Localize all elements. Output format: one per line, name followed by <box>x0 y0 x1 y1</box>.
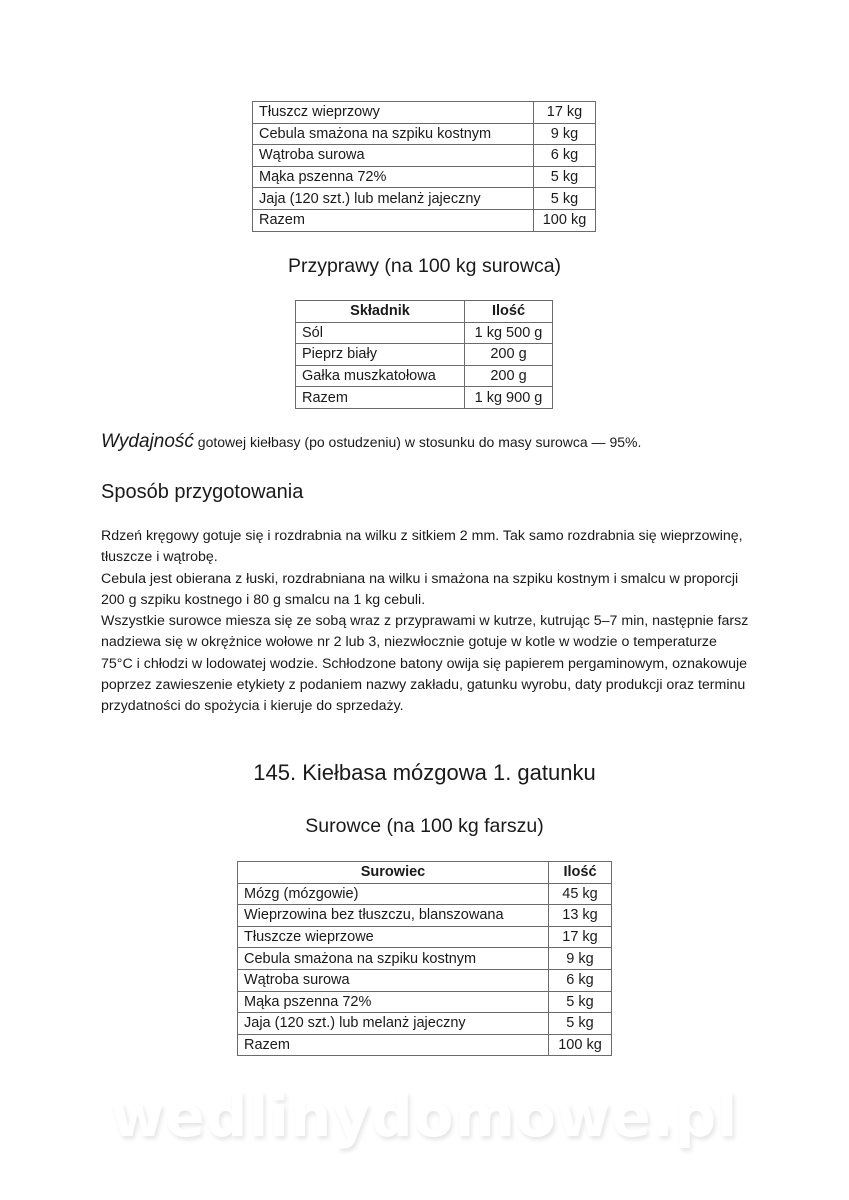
ingredient-qty: 45 kg <box>549 883 612 905</box>
ingredient-name: Mąka pszenna 72% <box>238 991 549 1013</box>
ingredient-qty: 17 kg <box>534 102 596 124</box>
column-header-ingredient: Składnik <box>296 301 465 323</box>
total-label: Razem <box>238 1034 549 1056</box>
ingredient-name: Wątroba surowa <box>238 969 549 991</box>
table-row <box>238 1013 612 1035</box>
spice-name: Pieprz biały <box>296 344 465 366</box>
total-label: Razem <box>296 387 465 409</box>
recipe-title: 145. Kiełbasa mózgowa 1. gatunku <box>253 760 596 785</box>
table-row <box>238 905 612 927</box>
total-qty: 100 kg <box>549 1034 612 1056</box>
table-total-row <box>238 1034 612 1056</box>
spice-name: Gałka muszkatołowa <box>296 365 465 387</box>
ingredient-qty: 5 kg <box>549 991 612 1013</box>
ingredient-name: Wątroba surowa <box>253 145 534 167</box>
table-row <box>296 322 553 344</box>
table-row <box>253 145 596 167</box>
ingredient-qty: 6 kg <box>549 969 612 991</box>
ingredients-table <box>237 861 612 1056</box>
ingredient-name: Tłuszcz wieprzowy <box>253 102 534 124</box>
table-row <box>238 969 612 991</box>
table-total-row <box>296 387 553 409</box>
table-header-row <box>296 301 553 323</box>
table-row <box>296 344 553 366</box>
column-header-quantity: Ilość <box>549 862 612 884</box>
spice-qty: 200 g <box>465 344 553 366</box>
table-total-row <box>253 209 596 231</box>
total-qty: 100 kg <box>534 209 596 231</box>
preparation-paragraph: Rdzeń kręgowy gotuje się i rozdrabnia na wilku z sitkiem 2 mm. Tak samo rozdrabnia się wieprzowinę, tłuszcze i wątrobę. <box>101 528 743 566</box>
spice-name: Sól <box>296 322 465 344</box>
spice-qty: 200 g <box>465 365 553 387</box>
column-header-ingredient: Surowiec <box>238 862 549 884</box>
column-header-quantity: Ilość <box>465 301 553 323</box>
preparation-paragraph: Wszystkie surowce miesza się ze sobą wraz z przyprawami w kutrze, kutrując 5–7 min, następnie farsz nadziewa się w okrężnice wołowe nr 2 lub 3, niezwłocznie gotuje w kotle w wodzie o temperaturze 75°C i chłodzi w lodowatej wodzie. Schłodzone batony owija się papierem pergaminowym, oznakowuje poprzez zawieszenie etykiety z podaniem nazwy zakładu, gatunku wyrobu, daty produkcji oraz terminu przydatności do spożycia i kieruje do sprzedaży. <box>101 613 749 715</box>
ingredient-qty: 5 kg <box>534 166 596 188</box>
preparation-heading: Sposób przygotowania <box>101 481 304 503</box>
table-row <box>296 365 553 387</box>
ingredient-qty: 9 kg <box>534 123 596 145</box>
ingredient-qty: 5 kg <box>549 1013 612 1035</box>
yield-text: gotowej kiełbasy (po ostudzeniu) w stosunku do masy surowca — 95%. <box>193 434 642 450</box>
table-row <box>253 123 596 145</box>
table-row <box>238 926 612 948</box>
ingredient-qty: 17 kg <box>549 926 612 948</box>
ingredient-name: Jaja (120 szt.) lub melanż jajeczny <box>238 1013 549 1035</box>
ingredients-table-continued <box>252 101 596 232</box>
table-row <box>238 883 612 905</box>
ingredient-name: Jaja (120 szt.) lub melanż jajeczny <box>253 188 534 210</box>
ingredient-qty: 9 kg <box>549 948 612 970</box>
total-label: Razem <box>253 209 534 231</box>
table-row <box>238 991 612 1013</box>
ingredient-name: Mózg (mózgowie) <box>238 883 549 905</box>
spices-heading: Przyprawy (na 100 kg surowca) <box>287 255 562 277</box>
spice-qty: 1 kg 500 g <box>465 322 553 344</box>
yield-statement <box>101 431 641 453</box>
watermark: wedlinydomowe.pl <box>110 1082 739 1150</box>
total-qty: 1 kg 900 g <box>465 387 553 409</box>
yield-label: Wydajność <box>101 431 194 452</box>
table-row <box>253 188 596 210</box>
ingredient-qty: 6 kg <box>534 145 596 167</box>
table-row <box>253 166 596 188</box>
ingredient-name: Mąka pszenna 72% <box>253 166 534 188</box>
ingredient-name: Tłuszcze wieprzowe <box>238 926 549 948</box>
ingredient-name: Cebula smażona na szpiku kostnym <box>253 123 534 145</box>
ingredient-qty: 13 kg <box>549 905 612 927</box>
table-row <box>238 948 612 970</box>
spices-table <box>295 300 553 409</box>
ingredients-heading: Surowce (na 100 kg farszu) <box>305 815 544 837</box>
preparation-text <box>101 526 751 718</box>
ingredient-name: Cebula smażona na szpiku kostnym <box>238 948 549 970</box>
ingredient-qty: 5 kg <box>534 188 596 210</box>
ingredient-name: Wieprzowina bez tłuszczu, blanszowana <box>238 905 549 927</box>
table-row <box>253 102 596 124</box>
table-header-row <box>238 862 612 884</box>
preparation-paragraph: Cebula jest obierana z łuski, rozdrabniana na wilku i smażona na szpiku kostnym i smalcu w proporcji 200 g szpiku kostnego i 80 g smalcu na 1 kg cebuli. <box>101 570 739 608</box>
